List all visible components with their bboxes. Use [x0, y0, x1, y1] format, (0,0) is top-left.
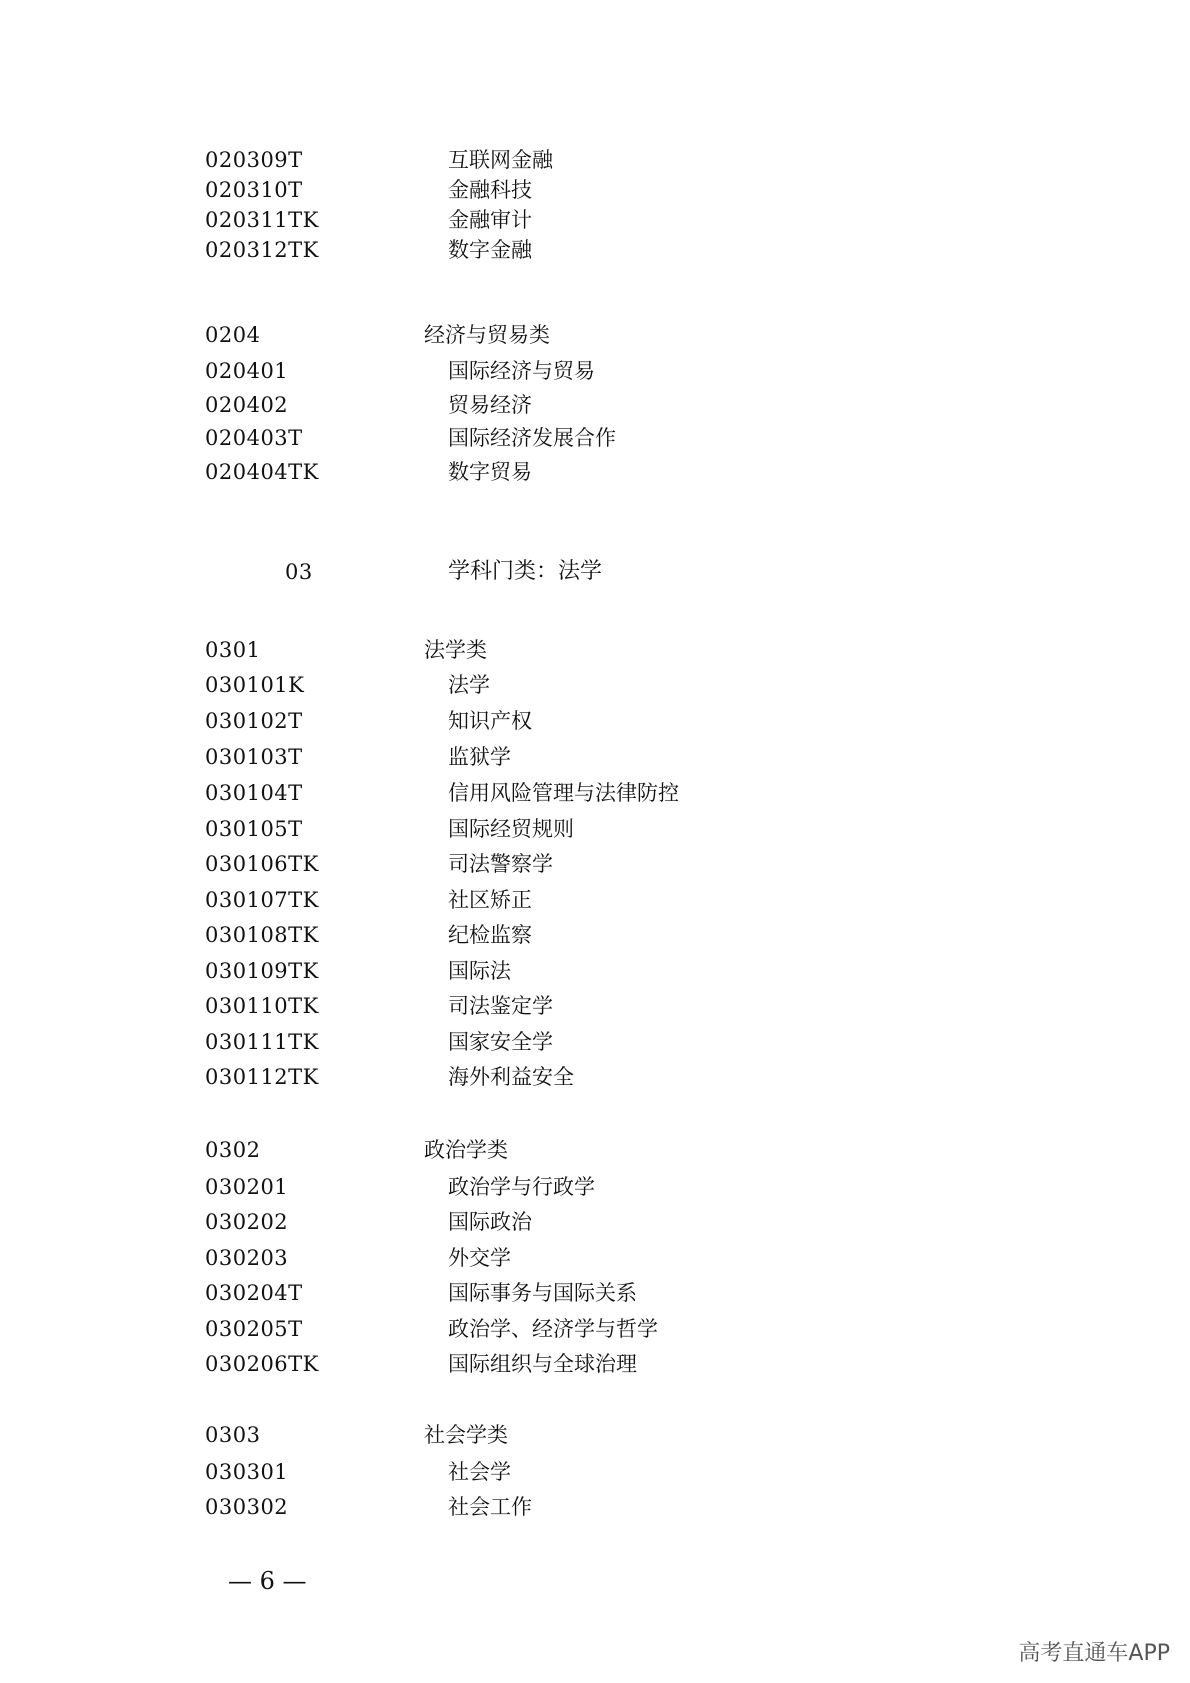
major-name: 互联网金融 [448, 148, 553, 172]
major-name: 国际政治 [448, 1210, 532, 1234]
category-name: 社会学类 [424, 1423, 508, 1447]
category-row [0, 1418, 1190, 1452]
category-name: 政治学类 [424, 1138, 508, 1162]
major-code: 030204T [205, 1281, 303, 1305]
major-row [0, 173, 1190, 207]
major-code: 030105T [205, 817, 303, 841]
major-row [0, 740, 1190, 774]
major-name: 社区矫正 [448, 888, 532, 912]
major-code: 030111TK [205, 1030, 319, 1054]
major-name: 社会工作 [448, 1495, 532, 1519]
major-code: 030110TK [205, 994, 319, 1018]
major-name: 国际法 [448, 959, 511, 983]
major-code: 030103T [205, 745, 303, 769]
major-code: 020404TK [205, 460, 319, 484]
major-code: 030102T [205, 709, 303, 733]
major-code: 030302 [205, 1495, 289, 1519]
page-number: — 6 — [228, 1567, 307, 1595]
major-row [0, 1347, 1190, 1381]
major-name: 信用风险管理与法律防控 [448, 781, 679, 805]
major-name: 国际组织与全球治理 [448, 1352, 637, 1376]
major-code: 030202 [205, 1210, 289, 1234]
major-code: 020403T [205, 426, 303, 450]
major-name: 司法警察学 [448, 852, 553, 876]
major-code: 020401 [205, 359, 289, 383]
major-name: 社会学 [448, 1460, 511, 1484]
major-name: 司法鉴定学 [448, 994, 553, 1018]
major-code: 030201 [205, 1175, 289, 1199]
major-code: 030109TK [205, 959, 319, 983]
category-name: 经济与贸易类 [424, 323, 550, 347]
major-row [0, 847, 1190, 881]
category-row [0, 1133, 1190, 1167]
major-code: 030203 [205, 1246, 289, 1270]
major-name: 国际经贸规则 [448, 817, 574, 841]
major-code: 030106TK [205, 852, 319, 876]
discipline-row [0, 555, 1190, 589]
major-row [0, 1241, 1190, 1275]
major-row [0, 1312, 1190, 1346]
major-name: 法学 [448, 673, 490, 697]
major-code: 020402 [205, 393, 289, 417]
major-name: 金融审计 [448, 208, 532, 232]
major-name: 数字贸易 [448, 460, 532, 484]
major-row [0, 203, 1190, 237]
major-name: 金融科技 [448, 178, 532, 202]
category-code: 0301 [205, 638, 261, 662]
category-row [0, 318, 1190, 352]
major-row [0, 1276, 1190, 1310]
major-code: 030107TK [205, 888, 319, 912]
major-name: 知识产权 [448, 709, 532, 733]
major-name: 纪检监察 [448, 923, 532, 947]
major-name: 国家安全学 [448, 1030, 553, 1054]
major-row [0, 455, 1190, 489]
major-code: 030206TK [205, 1352, 319, 1376]
major-name: 国际事务与国际关系 [448, 1281, 637, 1305]
major-row [0, 388, 1190, 422]
major-row [0, 668, 1190, 702]
major-name: 国际经济发展合作 [448, 426, 616, 450]
major-row [0, 883, 1190, 917]
major-name: 数字金融 [448, 238, 532, 262]
major-name: 贸易经济 [448, 393, 532, 417]
major-row [0, 1060, 1190, 1094]
major-code: 030101K [205, 673, 305, 697]
major-code: 030301 [205, 1460, 289, 1484]
major-row [0, 1490, 1190, 1524]
major-row [0, 354, 1190, 388]
major-code: 020310T [205, 178, 303, 202]
major-row [0, 704, 1190, 738]
major-code: 020309T [205, 148, 303, 172]
major-name: 国际经济与贸易 [448, 359, 595, 383]
major-code: 030108TK [205, 923, 319, 947]
major-name: 海外利益安全 [448, 1065, 574, 1089]
major-row [0, 1025, 1190, 1059]
major-code: 030205T [205, 1317, 303, 1341]
major-code: 030112TK [205, 1065, 319, 1089]
major-code: 020312TK [205, 238, 319, 262]
major-row [0, 954, 1190, 988]
major-row [0, 143, 1190, 177]
discipline-code: 03 [285, 560, 313, 584]
category-code: 0303 [205, 1423, 261, 1447]
major-name: 政治学与行政学 [448, 1175, 595, 1199]
major-row [0, 1205, 1190, 1239]
category-code: 0302 [205, 1138, 261, 1162]
category-code: 0204 [205, 323, 261, 347]
major-name: 外交学 [448, 1246, 511, 1270]
major-row [0, 812, 1190, 846]
major-row [0, 776, 1190, 810]
watermark-text: 高考直通车APP [1018, 1641, 1170, 1666]
category-row [0, 633, 1190, 667]
major-row [0, 989, 1190, 1023]
major-row [0, 233, 1190, 267]
major-row [0, 1455, 1190, 1489]
major-code: 020311TK [205, 208, 319, 232]
major-row [0, 421, 1190, 455]
major-code: 030104T [205, 781, 303, 805]
major-row [0, 918, 1190, 952]
category-name: 法学类 [424, 638, 487, 662]
major-name: 监狱学 [448, 745, 511, 769]
major-name: 政治学、经济学与哲学 [448, 1317, 658, 1341]
major-row [0, 1170, 1190, 1204]
discipline-title: 学科门类：法学 [448, 559, 603, 584]
